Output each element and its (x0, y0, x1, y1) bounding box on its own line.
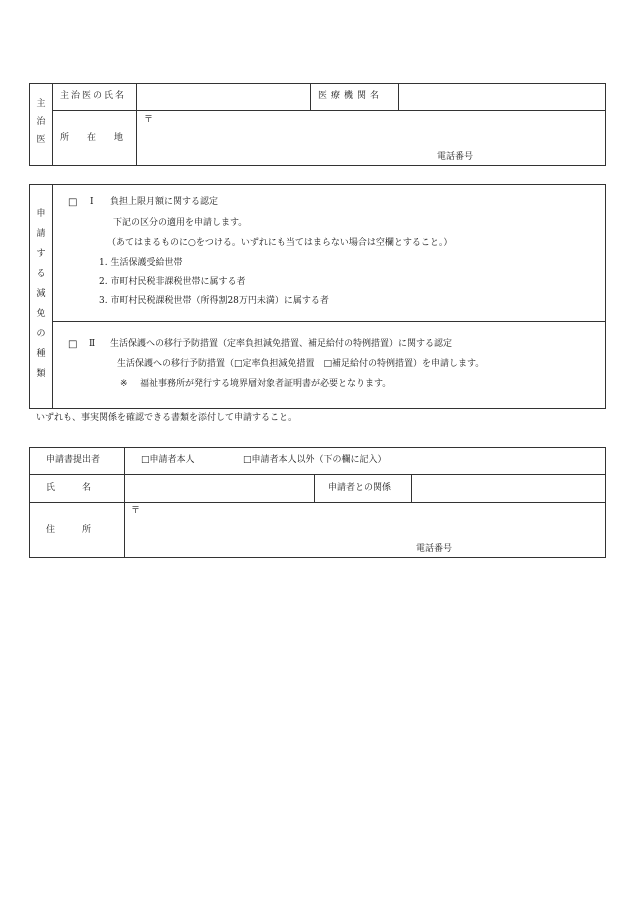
submitter-relation-label: 申請者との関係 (328, 483, 392, 493)
submitter-relation-field[interactable] (412, 475, 604, 501)
section2-note-mark: ※ (120, 379, 128, 389)
submitter-label: 申請書提出者 (46, 455, 101, 465)
doctor-institution-field[interactable] (399, 84, 604, 109)
doctor-address-label: 所 在 地 (60, 133, 124, 143)
section1-item-1[interactable]: 1. 生活保護受給世帯 (99, 258, 183, 268)
section2-title: 生活保護への移行予防措置（定率負担減免措置、補足給付の特例措置）に関する認定 (110, 339, 453, 349)
doctor-name-field[interactable] (137, 84, 309, 109)
submitter-name-field[interactable] (125, 475, 313, 501)
section1-item-3[interactable]: 3. 市町村民税課税世帯（所得割28万円未満）に属する者 (99, 296, 329, 306)
section1-checkbox[interactable]: □ (68, 197, 78, 208)
submitter-postal-mark: 〒 (131, 506, 141, 516)
section2-checkbox[interactable]: □ (68, 339, 78, 350)
doctor-institution-label: 医療機関名 (318, 91, 384, 101)
submitter-phone-label: 電話番号 (416, 544, 453, 554)
section2-line1: 生活保護への移行予防措置（□定率負担減免措置 □補足給付の特例措置）を申請します。 (117, 359, 485, 369)
reduction-section-divider (52, 321, 605, 322)
footnote: いずれも、事実関係を確認できる書類を添付して申請すること。 (36, 413, 298, 423)
section1-item-2[interactable]: 2. 市町村民税非課税世帯に属する者 (99, 277, 246, 287)
section1-title: 負担上限月額に関する認定 (110, 197, 219, 207)
section2-numeral: Ⅱ (89, 339, 96, 349)
doctor-address-field[interactable] (137, 111, 604, 165)
doctor-phone-label: 電話番号 (437, 152, 474, 162)
submitter-option-self[interactable]: □申請者本人 (141, 455, 195, 465)
doctor-name-label: 主治医の氏名 (60, 91, 127, 101)
doctor-postal-mark: 〒 (144, 115, 154, 125)
reduction-side-label: 申 請 す る 減 免 の 種 類 (36, 209, 46, 379)
section1-line1: 下記の区分の適用を申請します。 (113, 218, 248, 228)
submitter-option-other[interactable]: □申請者本人以外（下の欄に記入） (243, 455, 387, 465)
doctor-side-label: 主 治 医 (36, 99, 46, 145)
section1-line2: （あてはまるものに○をつける。いずれにも当てはまらない場合は空欄とすること。） (107, 238, 453, 248)
section1-numeral: Ⅰ (90, 197, 94, 207)
submitter-name-label: 氏 名 (46, 483, 92, 493)
submitter-address-field[interactable] (125, 503, 604, 557)
section2-note: 福祉事務所が発行する境界層対象者証明書が必要となります。 (140, 379, 392, 389)
submitter-relation-divider-left (314, 474, 315, 502)
doctor-institution-divider-left (310, 83, 311, 110)
submitter-address-label: 住 所 (46, 525, 92, 535)
